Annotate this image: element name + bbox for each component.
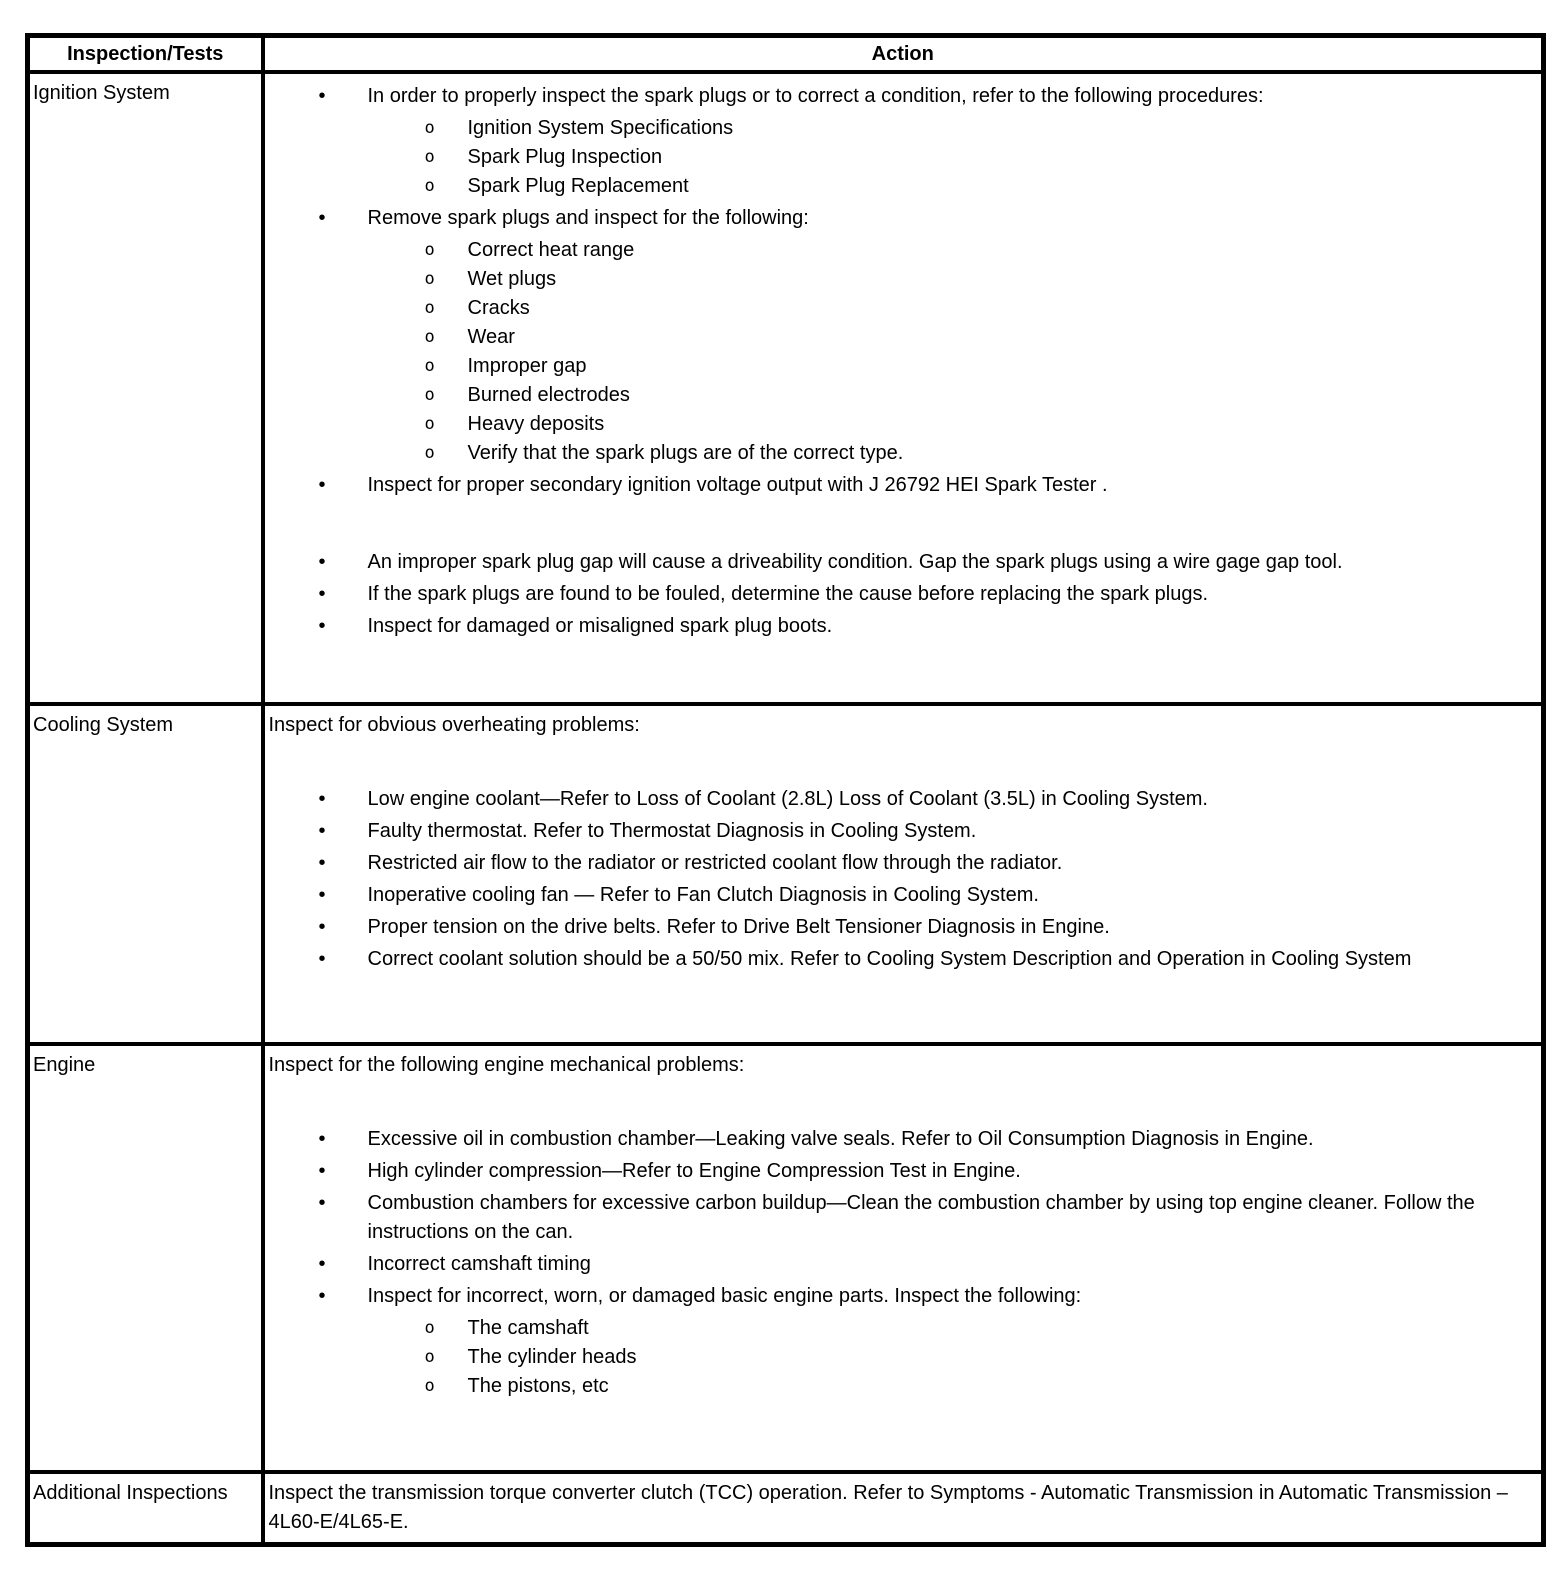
bullet-marker-icon: •	[318, 1284, 326, 1307]
sub-list-item	[269, 381, 1534, 410]
sub-list-item	[269, 352, 1534, 381]
action-cell	[263, 1044, 1544, 1472]
inspection-test-cell: Cooling System	[28, 704, 263, 1044]
bullet-marker-icon: •	[318, 1159, 326, 1182]
list-item-text: Wear	[467, 325, 515, 348]
bullet-marker-icon: •	[318, 947, 326, 970]
action-paragraph: Inspect for the following engine mechanical problems:	[268, 1053, 745, 1076]
circle-marker-icon: o	[424, 326, 435, 347]
bullet-list-item	[269, 881, 1534, 910]
sub-list-item	[269, 1314, 1534, 1343]
bullet-marker-icon: •	[318, 84, 326, 107]
bullet-list-item	[269, 548, 1534, 577]
bullet-list-item	[269, 1250, 1534, 1279]
circle-marker-icon: o	[424, 1346, 435, 1367]
bullet-list-item	[269, 1189, 1534, 1247]
vertical-spacer	[269, 740, 1534, 782]
sub-list-item	[269, 143, 1534, 172]
action-cell	[263, 704, 1544, 1044]
circle-marker-icon: o	[424, 442, 435, 463]
bullet-list-item	[269, 612, 1534, 641]
bullet-list-item	[269, 1125, 1534, 1154]
sub-list-item	[269, 294, 1534, 323]
list-item-text: In order to properly inspect the spark plugs or to correct a condition, refer to the following procedures:	[367, 84, 1264, 107]
list-item-text: If the spark plugs are found to be fouled, determine the cause before replacing the spark plugs.	[367, 582, 1209, 605]
list-item-text: An improper spark plug gap will cause a driveability condition. Gap the spark plugs using a wire gage gap tool.	[367, 550, 1343, 573]
sub-list-item	[269, 265, 1534, 294]
sub-list-item	[269, 172, 1534, 201]
circle-marker-icon: o	[424, 355, 435, 376]
sub-list-item	[269, 1372, 1534, 1401]
sub-list-item	[269, 439, 1534, 468]
bullet-marker-icon: •	[318, 851, 326, 874]
bullet-marker-icon: •	[318, 883, 326, 906]
list-item-text: Faulty thermostat. Refer to Thermostat Diagnosis in Cooling System.	[367, 819, 977, 842]
list-item-text: The cylinder heads	[467, 1345, 637, 1368]
inspection-test-cell: Engine	[28, 1044, 263, 1472]
list-item-text: Spark Plug Replacement	[467, 174, 689, 197]
bullet-marker-icon: •	[318, 614, 326, 637]
bullet-marker-icon: •	[318, 206, 326, 229]
sub-list-item	[269, 323, 1534, 352]
list-item-text: Excessive oil in combustion chamber—Leaking valve seals. Refer to Oil Consumption Diagnosis in Engine.	[367, 1127, 1314, 1150]
bullet-list-item	[269, 945, 1534, 974]
bullet-marker-icon: •	[318, 550, 326, 573]
bullet-marker-icon: •	[318, 915, 326, 938]
list-item-text: Ignition System Specifications	[467, 116, 734, 139]
circle-marker-icon: o	[424, 268, 435, 289]
circle-marker-icon: o	[424, 384, 435, 405]
column-header-action: Action	[263, 36, 1544, 72]
list-item-text: Low engine coolant—Refer to Loss of Coolant (2.8L) Loss of Coolant (3.5L) in Cooling System.	[367, 787, 1208, 810]
inspection-test-cell: Ignition System	[28, 72, 263, 704]
inspection-test-cell: Additional Inspections	[28, 1472, 263, 1545]
bullet-list-item	[269, 849, 1534, 878]
sub-list-item	[269, 1343, 1534, 1372]
column-header-inspection-tests: Inspection/Tests	[28, 36, 263, 72]
list-item-text: Improper gap	[467, 354, 587, 377]
table-row	[28, 1044, 1544, 1472]
bullet-list-item	[269, 82, 1534, 111]
list-item-text: Verify that the spark plugs are of the correct type.	[467, 441, 904, 464]
list-item-text: Heavy deposits	[467, 412, 605, 435]
list-item-text: High cylinder compression—Refer to Engine Compression Test in Engine.	[367, 1159, 1021, 1182]
bullet-marker-icon: •	[318, 582, 326, 605]
list-item-text: Inoperative cooling fan — Refer to Fan Clutch Diagnosis in Cooling System.	[367, 883, 1039, 906]
bullet-list-item	[269, 785, 1534, 814]
action-paragraph: Inspect for obvious overheating problems:	[268, 713, 640, 736]
sub-list-item	[269, 410, 1534, 439]
list-item-text: Wet plugs	[467, 267, 557, 290]
list-item-text: Burned electrodes	[467, 383, 630, 406]
table-header-row	[28, 36, 1544, 72]
table-row	[28, 1472, 1544, 1545]
circle-marker-icon: o	[424, 1375, 435, 1396]
circle-marker-icon: o	[424, 297, 435, 318]
list-item-text: Cracks	[467, 296, 530, 319]
bullet-marker-icon: •	[318, 473, 326, 496]
list-item-text: Remove spark plugs and inspect for the following:	[367, 206, 809, 229]
vertical-spacer	[269, 1080, 1534, 1122]
bullet-marker-icon: •	[318, 787, 326, 810]
bullet-marker-icon: •	[318, 1191, 326, 1214]
inspection-action-table	[25, 33, 1546, 1547]
list-item-text: Correct heat range	[467, 238, 635, 261]
list-item-text: Correct coolant solution should be a 50/50 mix. Refer to Cooling System Description and Operation in Cooling System	[367, 947, 1412, 970]
bullet-list-item	[269, 1282, 1534, 1311]
list-item-text: The camshaft	[467, 1316, 589, 1339]
action-paragraph: Inspect the transmission torque converter clutch (TCC) operation. Refer to Symptoms - Automatic Transmission in Automatic Transmission – 4L60-E/4L65-E.	[268, 1481, 1508, 1533]
bullet-list-item	[269, 471, 1534, 500]
list-item-text: Spark Plug Inspection	[467, 145, 663, 168]
bullet-marker-icon: •	[318, 819, 326, 842]
list-item-text: Incorrect camshaft timing	[367, 1252, 591, 1275]
circle-marker-icon: o	[424, 146, 435, 167]
circle-marker-icon: o	[424, 117, 435, 138]
sub-list-item	[269, 114, 1534, 143]
list-item-text: Inspect for incorrect, worn, or damaged basic engine parts. Inspect the following:	[367, 1284, 1082, 1307]
list-item-text: Inspect for damaged or misaligned spark plug boots.	[367, 614, 833, 637]
table-body	[28, 72, 1544, 1545]
list-item-text: Restricted air flow to the radiator or restricted coolant flow through the radiator.	[367, 851, 1063, 874]
circle-marker-icon: o	[424, 175, 435, 196]
circle-marker-icon: o	[424, 239, 435, 260]
sub-list-item	[269, 236, 1534, 265]
bullet-list-item	[269, 817, 1534, 846]
list-item-text: Combustion chambers for excessive carbon buildup—Clean the combustion chamber by using top engine cleaner. Follow the instructions on the can.	[367, 1191, 1475, 1243]
action-cell	[263, 72, 1544, 704]
circle-marker-icon: o	[424, 1317, 435, 1338]
bullet-marker-icon: •	[318, 1252, 326, 1275]
list-item-text: Inspect for proper secondary ignition voltage output with J 26792 HEI Spark Tester .	[367, 473, 1108, 496]
bullet-list-item	[269, 1157, 1534, 1186]
list-item-text: Proper tension on the drive belts. Refer to Drive Belt Tensioner Diagnosis in Engine.	[367, 915, 1110, 938]
table-row	[28, 704, 1544, 1044]
bullet-marker-icon: •	[318, 1127, 326, 1150]
action-cell	[263, 1472, 1544, 1545]
table-row	[28, 72, 1544, 704]
vertical-spacer	[269, 503, 1534, 545]
list-item-text: The pistons, etc	[467, 1374, 609, 1397]
bullet-list-item	[269, 580, 1534, 609]
bullet-list-item	[269, 204, 1534, 233]
bullet-list-item	[269, 913, 1534, 942]
circle-marker-icon: o	[424, 413, 435, 434]
